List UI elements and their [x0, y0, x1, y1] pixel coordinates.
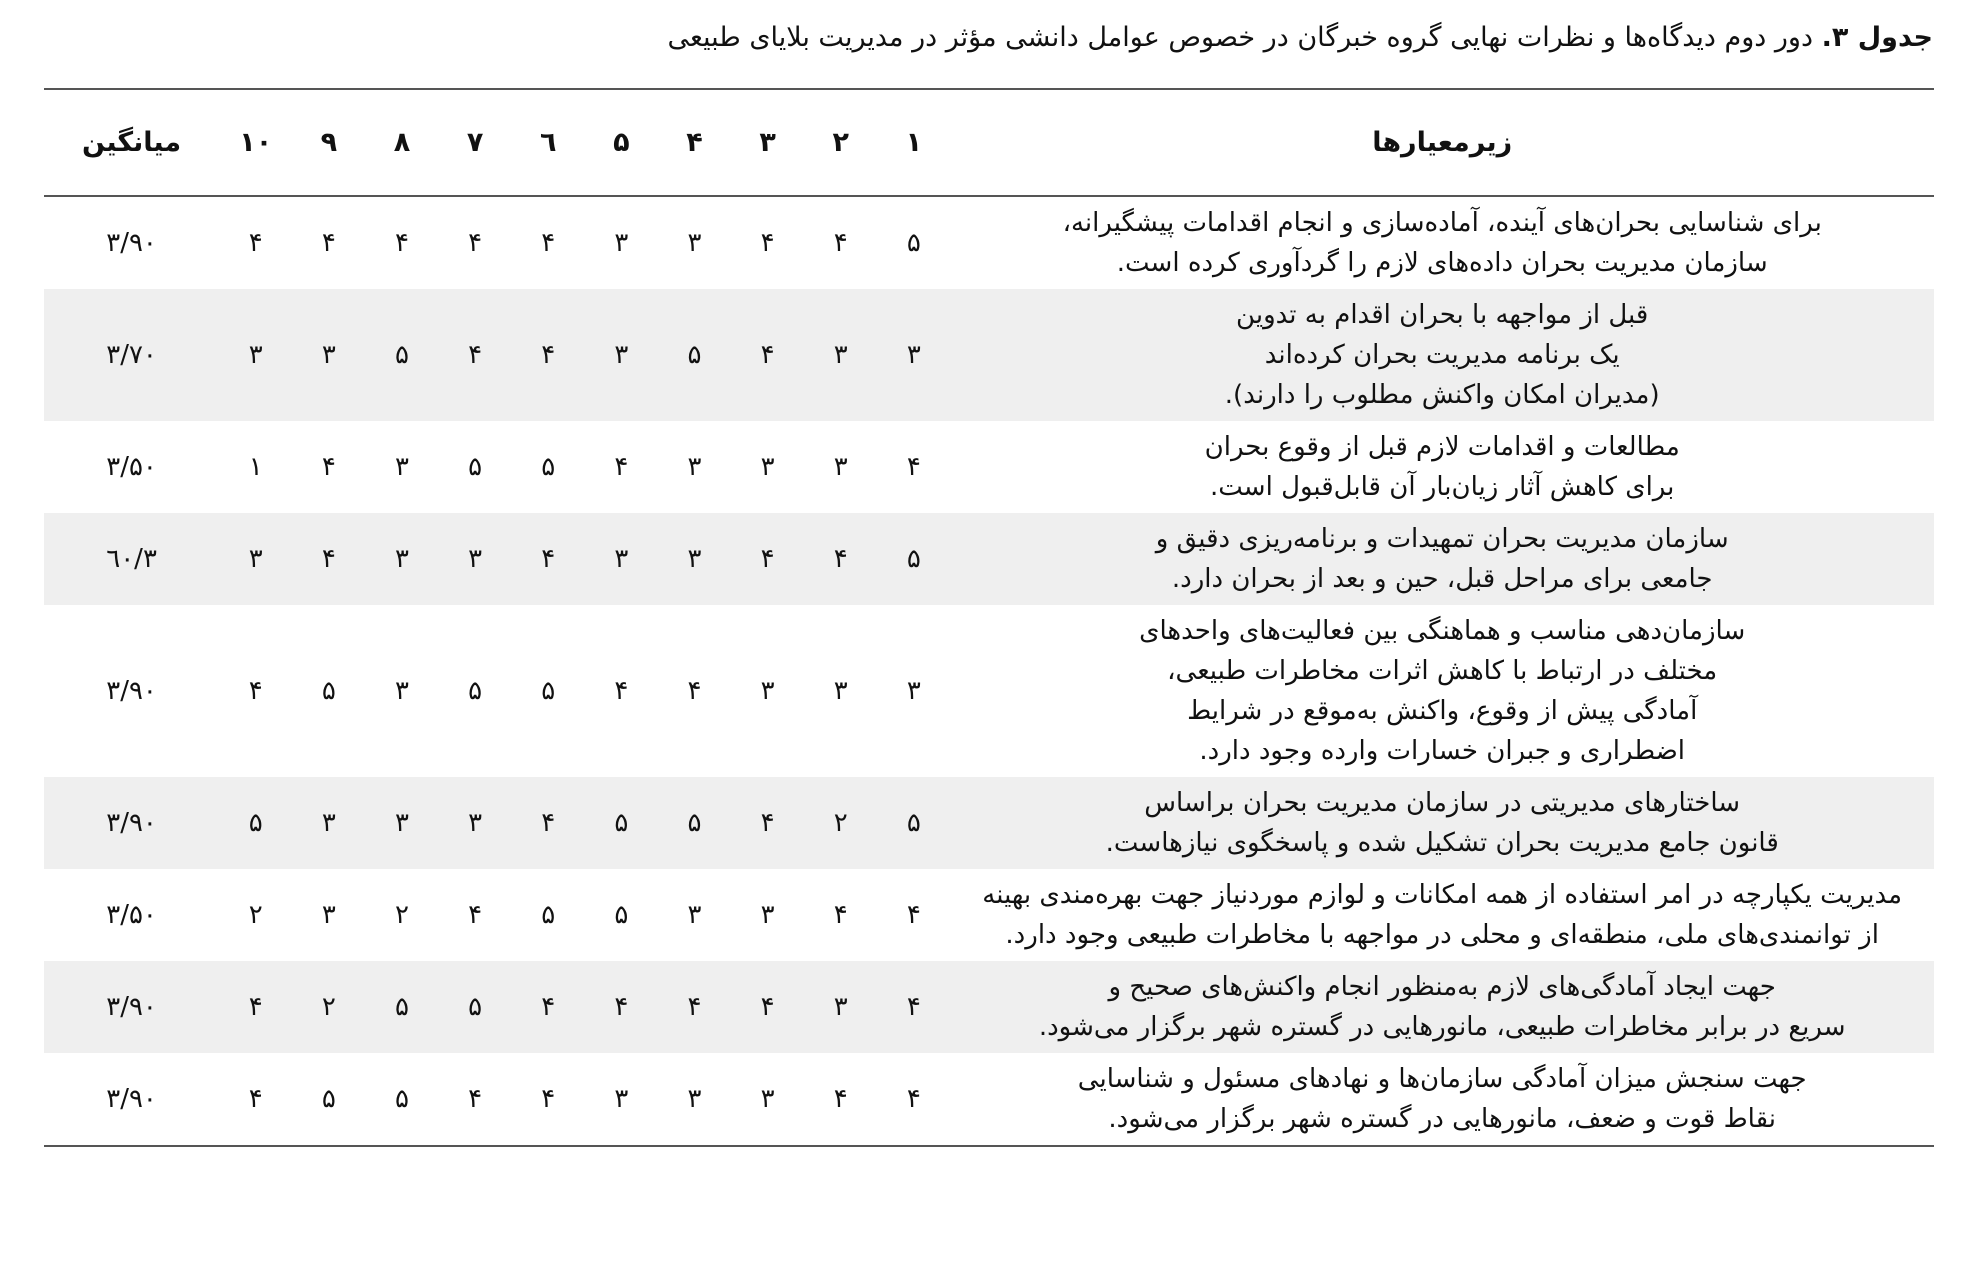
- score-cell-expert-10: ۳: [248, 340, 263, 370]
- score-cell-expert-9: ۵: [321, 676, 336, 706]
- score-cell-expert-6: ۵: [541, 900, 556, 930]
- header-expert-9: ۹: [320, 127, 338, 158]
- results-table: [44, 90, 1934, 1145]
- header-expert-4: ۴: [686, 127, 703, 158]
- score-cell-expert-5: ۴: [614, 452, 629, 482]
- score-cell-expert-1: ۵: [906, 544, 921, 574]
- score-cell-expert-4: ۴: [687, 992, 702, 1022]
- score-cell-expert-2: ۴: [833, 228, 848, 258]
- mean-cell: ۳/۵۰: [106, 452, 157, 482]
- score-cell-expert-6: ۴: [541, 1084, 556, 1114]
- header-expert-8: ۸: [393, 127, 411, 158]
- score-cell-expert-1: ۵: [906, 228, 921, 258]
- score-cell-expert-2: ۳: [833, 452, 848, 482]
- score-cell-expert-4: ۵: [687, 808, 702, 838]
- score-cell-expert-7: ۳: [468, 808, 483, 838]
- caption-text: دور دوم دیدگاه‌ها و نظرات نهایی گروه خبرگان در خصوص عوامل دانشی مؤثر در مدیریت بلایای طبیعی: [667, 22, 1822, 53]
- score-cell-expert-4: ۳: [687, 452, 702, 482]
- mean-cell: ۳/۹۰: [106, 808, 157, 838]
- table-row: [44, 869, 1934, 961]
- score-cell-expert-7: ۳: [468, 544, 483, 574]
- score-cell-expert-5: ۳: [614, 340, 629, 370]
- mean-cell: ۳/۷۰: [106, 340, 157, 370]
- mean-cell: ۳/۵۰: [106, 900, 157, 930]
- table-row: [44, 289, 1934, 421]
- criteria-cell: ساختارهای مدیریتی در سازمان مدیریت بحران براساس قانون جامع مدیریت بحران تشکیل شده و پاسخگوی نیازهاست.: [1105, 788, 1779, 858]
- score-cell-expert-9: ۴: [321, 544, 336, 574]
- score-cell-expert-3: ۳: [760, 676, 775, 706]
- score-cell-expert-5: ۳: [614, 1084, 629, 1114]
- table-row: [44, 513, 1934, 605]
- header-expert-7: ۷: [466, 127, 484, 158]
- score-cell-expert-7: ۴: [468, 340, 483, 370]
- score-cell-expert-7: ۴: [468, 900, 483, 930]
- table-body: [44, 196, 1934, 1145]
- score-cell-expert-3: ۴: [760, 992, 775, 1022]
- score-cell-expert-8: ۳: [394, 452, 409, 482]
- header-expert-1: ۱: [905, 127, 923, 158]
- score-cell-expert-4: ۵: [687, 340, 702, 370]
- score-cell-expert-9: ۳: [321, 808, 336, 838]
- score-cell-expert-8: ۴: [394, 228, 409, 258]
- score-cell-expert-9: ۴: [321, 228, 336, 258]
- score-cell-expert-6: ۴: [541, 808, 556, 838]
- score-cell-expert-2: ۴: [833, 900, 848, 930]
- results-table-container: [44, 88, 1934, 1147]
- score-cell-expert-6: ۴: [541, 992, 556, 1022]
- score-cell-expert-3: ۴: [760, 808, 775, 838]
- score-cell-expert-8: ۵: [394, 340, 409, 370]
- score-cell-expert-5: ۳: [614, 544, 629, 574]
- score-cell-expert-10: ۴: [248, 1084, 263, 1114]
- score-cell-expert-2: ۴: [833, 1084, 848, 1114]
- score-cell-expert-7: ۴: [468, 228, 483, 258]
- mean-cell: ۳/۹۰: [106, 228, 157, 258]
- score-cell-expert-1: ۴: [906, 1084, 921, 1114]
- header-criteria: زیرمعیارها: [1372, 127, 1513, 158]
- score-cell-expert-5: ۴: [614, 992, 629, 1022]
- score-cell-expert-7: ۵: [468, 452, 483, 482]
- score-cell-expert-10: ۴: [248, 228, 263, 258]
- header-expert-6: ٦: [539, 127, 557, 158]
- header-row: [44, 90, 1934, 196]
- score-cell-expert-9: ۳: [321, 340, 336, 370]
- score-cell-expert-5: ۵: [614, 900, 629, 930]
- criteria-cell: جهت ایجاد آمادگی‌های لازم به‌منظور انجام واکنش‌های صحیح و سریع در برابر مخاطرات طبیعی، مانورهایی در گستره شهر برگزار می‌شود.: [1038, 972, 1846, 1042]
- caption-label: جدول ۳.: [1821, 22, 1933, 53]
- score-cell-expert-6: ۴: [541, 228, 556, 258]
- score-cell-expert-8: ۵: [394, 1084, 409, 1114]
- score-cell-expert-9: ۴: [321, 452, 336, 482]
- criteria-cell: برای شناسایی بحران‌های آینده، آماده‌سازی و انجام اقدامات پیشگیرانه، سازمان مدیریت بحران داده‌های لازم را گردآوری کرده است.: [1062, 208, 1822, 278]
- criteria-cell: سازمان مدیریت بحران تمهیدات و برنامه‌ریزی دقیق و جامعی برای مراحل قبل، حین و بعد از بحران دارد.: [1155, 524, 1729, 594]
- score-cell-expert-10: ۴: [248, 676, 263, 706]
- header-expert-2: ۲: [832, 127, 849, 158]
- mean-cell: ۳/۹۰: [106, 1084, 157, 1114]
- score-cell-expert-3: ۴: [760, 228, 775, 258]
- mean-cell: ۳/۹۰: [106, 992, 157, 1022]
- table-row: [44, 605, 1934, 777]
- score-cell-expert-3: ۳: [760, 900, 775, 930]
- criteria-cell: مدیریت یکپارچه در امر استفاده از همه امکانات و لوازم موردنیاز جهت بهره‌مندی بهینه از توانمندی‌های ملی، منطقه‌ای و محلی در مواجهه با مخاطرات طبیعی وجود دارد.: [982, 880, 1903, 950]
- score-cell-expert-8: ۳: [394, 544, 409, 574]
- header-expert-5: ۵: [613, 127, 630, 158]
- score-cell-expert-4: ۳: [687, 1084, 702, 1114]
- table-row: [44, 961, 1934, 1053]
- score-cell-expert-4: ۳: [687, 900, 702, 930]
- table-row: [44, 196, 1934, 289]
- score-cell-expert-3: ۴: [760, 340, 775, 370]
- score-cell-expert-9: ۵: [321, 1084, 336, 1114]
- score-cell-expert-10: ۵: [248, 808, 263, 838]
- mean-cell: ۳/۹۰: [106, 676, 157, 706]
- score-cell-expert-4: ۳: [687, 228, 702, 258]
- criteria-cell: جهت سنجش میزان آمادگی سازمان‌ها و نهادهای مسئول و شناسایی نقاط قوت و ضعف، مانورهایی در گستره شهر برگزار می‌شود.: [1077, 1064, 1807, 1134]
- table-row: [44, 777, 1934, 869]
- table-caption: [40, 18, 1933, 58]
- table-row: [44, 1053, 1934, 1145]
- score-cell-expert-10: ۱: [248, 452, 263, 482]
- score-cell-expert-5: ۵: [614, 808, 629, 838]
- header-mean: میانگین: [82, 127, 182, 158]
- criteria-cell: مطالعات و اقدامات لازم قبل از وقوع بحران برای کاهش آثار زیان‌بار آن قابل‌قبول است.: [1204, 432, 1680, 502]
- score-cell-expert-4: ۴: [687, 676, 702, 706]
- score-cell-expert-9: ۳: [321, 900, 336, 930]
- score-cell-expert-7: ۵: [468, 676, 483, 706]
- score-cell-expert-8: ۳: [394, 808, 409, 838]
- mean-cell: ۳/٦۰: [106, 544, 157, 574]
- score-cell-expert-1: ۴: [906, 452, 921, 482]
- score-cell-expert-2: ۳: [833, 676, 848, 706]
- score-cell-expert-8: ۵: [394, 992, 409, 1022]
- score-cell-expert-6: ۵: [541, 452, 556, 482]
- score-cell-expert-4: ۳: [687, 544, 702, 574]
- table-row: [44, 421, 1934, 513]
- score-cell-expert-1: ۵: [906, 808, 921, 838]
- score-cell-expert-8: ۳: [394, 676, 409, 706]
- score-cell-expert-2: ۲: [833, 808, 848, 838]
- score-cell-expert-1: ۴: [906, 992, 921, 1022]
- score-cell-expert-3: ۳: [760, 1084, 775, 1114]
- score-cell-expert-10: ۲: [248, 900, 263, 930]
- score-cell-expert-7: ۴: [468, 1084, 483, 1114]
- score-cell-expert-10: ۳: [248, 544, 263, 574]
- score-cell-expert-8: ۲: [394, 900, 409, 930]
- score-cell-expert-5: ۳: [614, 228, 629, 258]
- score-cell-expert-2: ۳: [833, 992, 848, 1022]
- score-cell-expert-1: ۳: [906, 676, 921, 706]
- score-cell-expert-6: ۴: [541, 340, 556, 370]
- score-cell-expert-10: ۴: [248, 992, 263, 1022]
- score-cell-expert-3: ۴: [760, 544, 775, 574]
- score-cell-expert-1: ۴: [906, 900, 921, 930]
- score-cell-expert-2: ۴: [833, 544, 848, 574]
- score-cell-expert-6: ۴: [541, 544, 556, 574]
- header-expert-10: ۱۰: [239, 127, 273, 158]
- criteria-cell: سازمان‌دهی مناسب و هماهنگی بین فعالیت‌های واحدهای مختلف در ارتباط با کاهش اثرات مخاطرات طبیعی، آمادگی پیش از وقوع، واکنش به‌موقع در شرایط اضطراری و جبران خسارات وارده وجود دارد.: [1139, 616, 1746, 766]
- header-expert-3: ۳: [759, 127, 776, 158]
- criteria-cell: قبل از مواجهه با بحران اقدام به تدوین یک برنامه مدیریت بحران کرده‌اند (مدیران امکان واکنش مطلوب را دارند).: [1224, 300, 1660, 410]
- score-cell-expert-5: ۴: [614, 676, 629, 706]
- score-cell-expert-3: ۳: [760, 452, 775, 482]
- score-cell-expert-2: ۳: [833, 340, 848, 370]
- score-cell-expert-9: ۲: [321, 992, 336, 1022]
- score-cell-expert-1: ۳: [906, 340, 921, 370]
- score-cell-expert-6: ۵: [541, 676, 556, 706]
- score-cell-expert-7: ۵: [468, 992, 483, 1022]
